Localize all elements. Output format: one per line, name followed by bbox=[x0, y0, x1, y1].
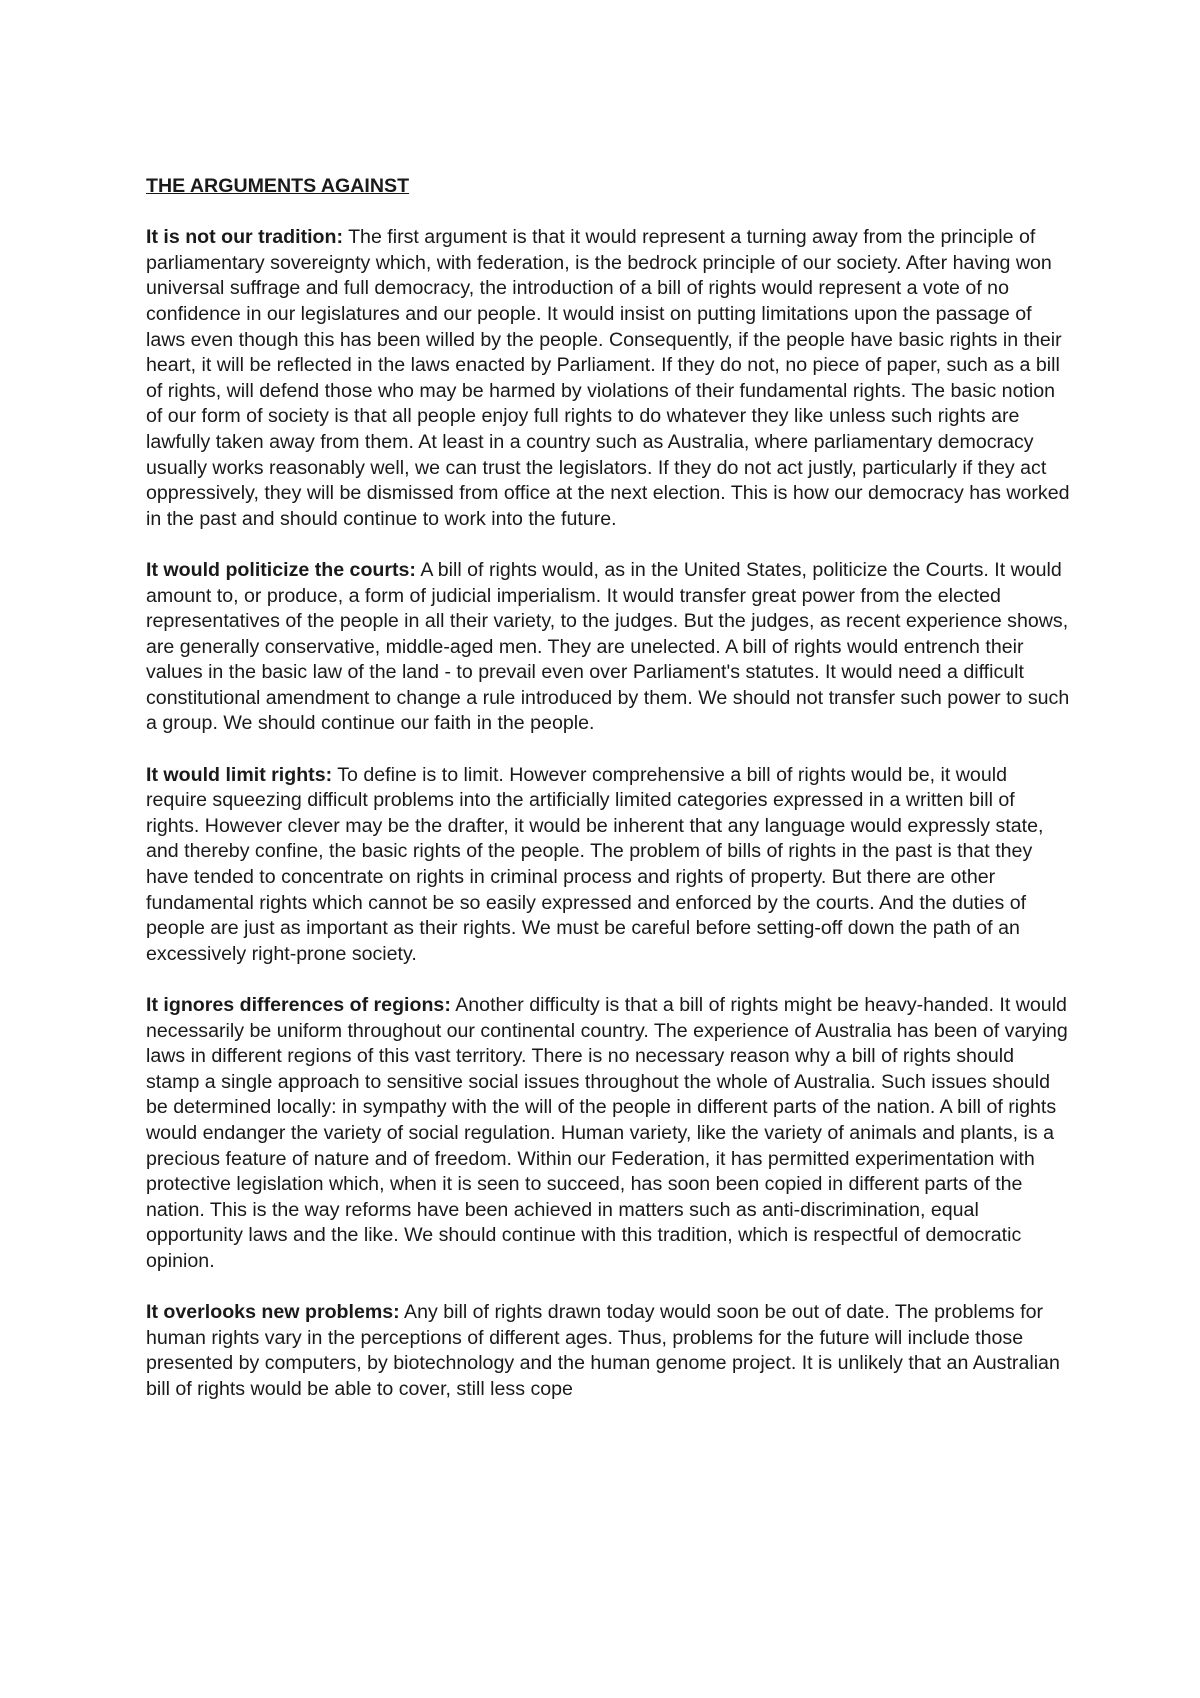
paragraph-text: The first argument is that it would represent a turning away from the principle of parliamentary sovereignty which, with federation, is the bedrock principle of our society. After having won universal suffrage and full democracy, the introduction of a bill of rights would represent a vote of no confidence in our legislatures and our people. It would insist on putting limitations upon the passage of laws even though this has been willed by the people. Consequently, if the people have basic rights in their heart, it will be reflected in the laws enacted by Parliament. If they do not, no piece of paper, such as a bill of rights, will defend those who may be harmed by violations of their fundamental rights. The basic notion of our form of society is that all people enjoy full rights to do whatever they like unless such rights are lawfully taken away from them. At least in a country such as Australia, where parliamentary democracy usually works reasonably well, we can trust the legislators. If they do not act justly, particularly if they act oppressively, they will be dismissed from office at the next election. This is how our democracy has worked in the past and should continue to work into the future. bbox=[146, 226, 1070, 530]
paragraph-tradition bbox=[146, 225, 1071, 532]
paragraph-regions bbox=[146, 993, 1071, 1275]
paragraph-lead: It would politicize the courts: bbox=[146, 558, 416, 581]
paragraph-limit-rights bbox=[146, 763, 1071, 968]
paragraph-text: Any bill of rights drawn today would soon be out of date. The problems for human rights vary in the perceptions of different ages. Thus, problems for the future will include those presented by computers, by biotechnology and the human genome project. It is unlikely that an Australian bill of rights would be able to cover, still less cope bbox=[146, 1301, 1060, 1400]
paragraph-new-problems bbox=[146, 1300, 1071, 1402]
paragraph-text: A bill of rights would, as in the United States, politicize the Courts. It would amount to, or produce, a form of judicial imperialism. It would transfer great power from the elected representatives of the people in all their variety, to the judges. But the judges, as recent experience shows, are generally conservative, middle-aged men. They are unelected. A bill of rights would entrench their values in the basic law of the land - to prevail even over Parliament's statutes. It would need a difficult constitutional amendment to change a rule introduced by them. We should not transfer such power to such a group. We should continue our faith in the people. bbox=[146, 558, 1070, 735]
paragraph-text: Another difficulty is that a bill of rights might be heavy-handed. It would necessarily be uniform throughout our continental country. The experience of Australia has been of varying laws in different regions of this vast territory. There is no necessary reason why a bill of rights should stamp a single approach to sensitive social issues throughout the whole of Australia. Such issues should be determined locally: in sympathy with the will of the people in different parts of the nation. A bill of rights would endanger the variety of social regulation. Human variety, like the variety of animals and plants, is a precious feature of nature and of freedom. Within our Federation, it has permitted experimentation with protective legislation which, when it is seen to succeed, has soon been copied in different parts of the nation. This is the way reforms have been achieved in matters such as anti-discrimination, equal opportunity laws and the like. We should continue with this tradition, which is respectful of democratic opinion. bbox=[146, 994, 1068, 1272]
paragraph-politicize-courts bbox=[146, 558, 1071, 737]
document-body bbox=[146, 174, 1071, 1428]
paragraph-lead: It is not our tradition: bbox=[146, 226, 343, 249]
paragraph-lead: It would limit rights: bbox=[146, 763, 333, 786]
paragraph-text: To define is to limit. However comprehensive a bill of rights would be, it would require squeezing difficult problems into the artificially limited categories expressed in a written bill of rights. However clever may be the drafter, it would be inherent that any language would expressly state, and thereby confine, the basic rights of the people. The problem of bills of rights in the past is that they have tended to concentrate on rights in criminal process and rights of property. But there are other fundamental rights which cannot be so easily expressed and enforced by the courts. And the duties of people are just as important as their rights. We must be careful before setting-off down the path of an excessively right-prone society. bbox=[146, 763, 1044, 965]
section-title: THE ARGUMENTS AGAINST bbox=[146, 175, 410, 197]
paragraph-lead: It ignores differences of regions: bbox=[146, 994, 451, 1016]
paragraph-lead: It overlooks new problems: bbox=[146, 1301, 400, 1324]
